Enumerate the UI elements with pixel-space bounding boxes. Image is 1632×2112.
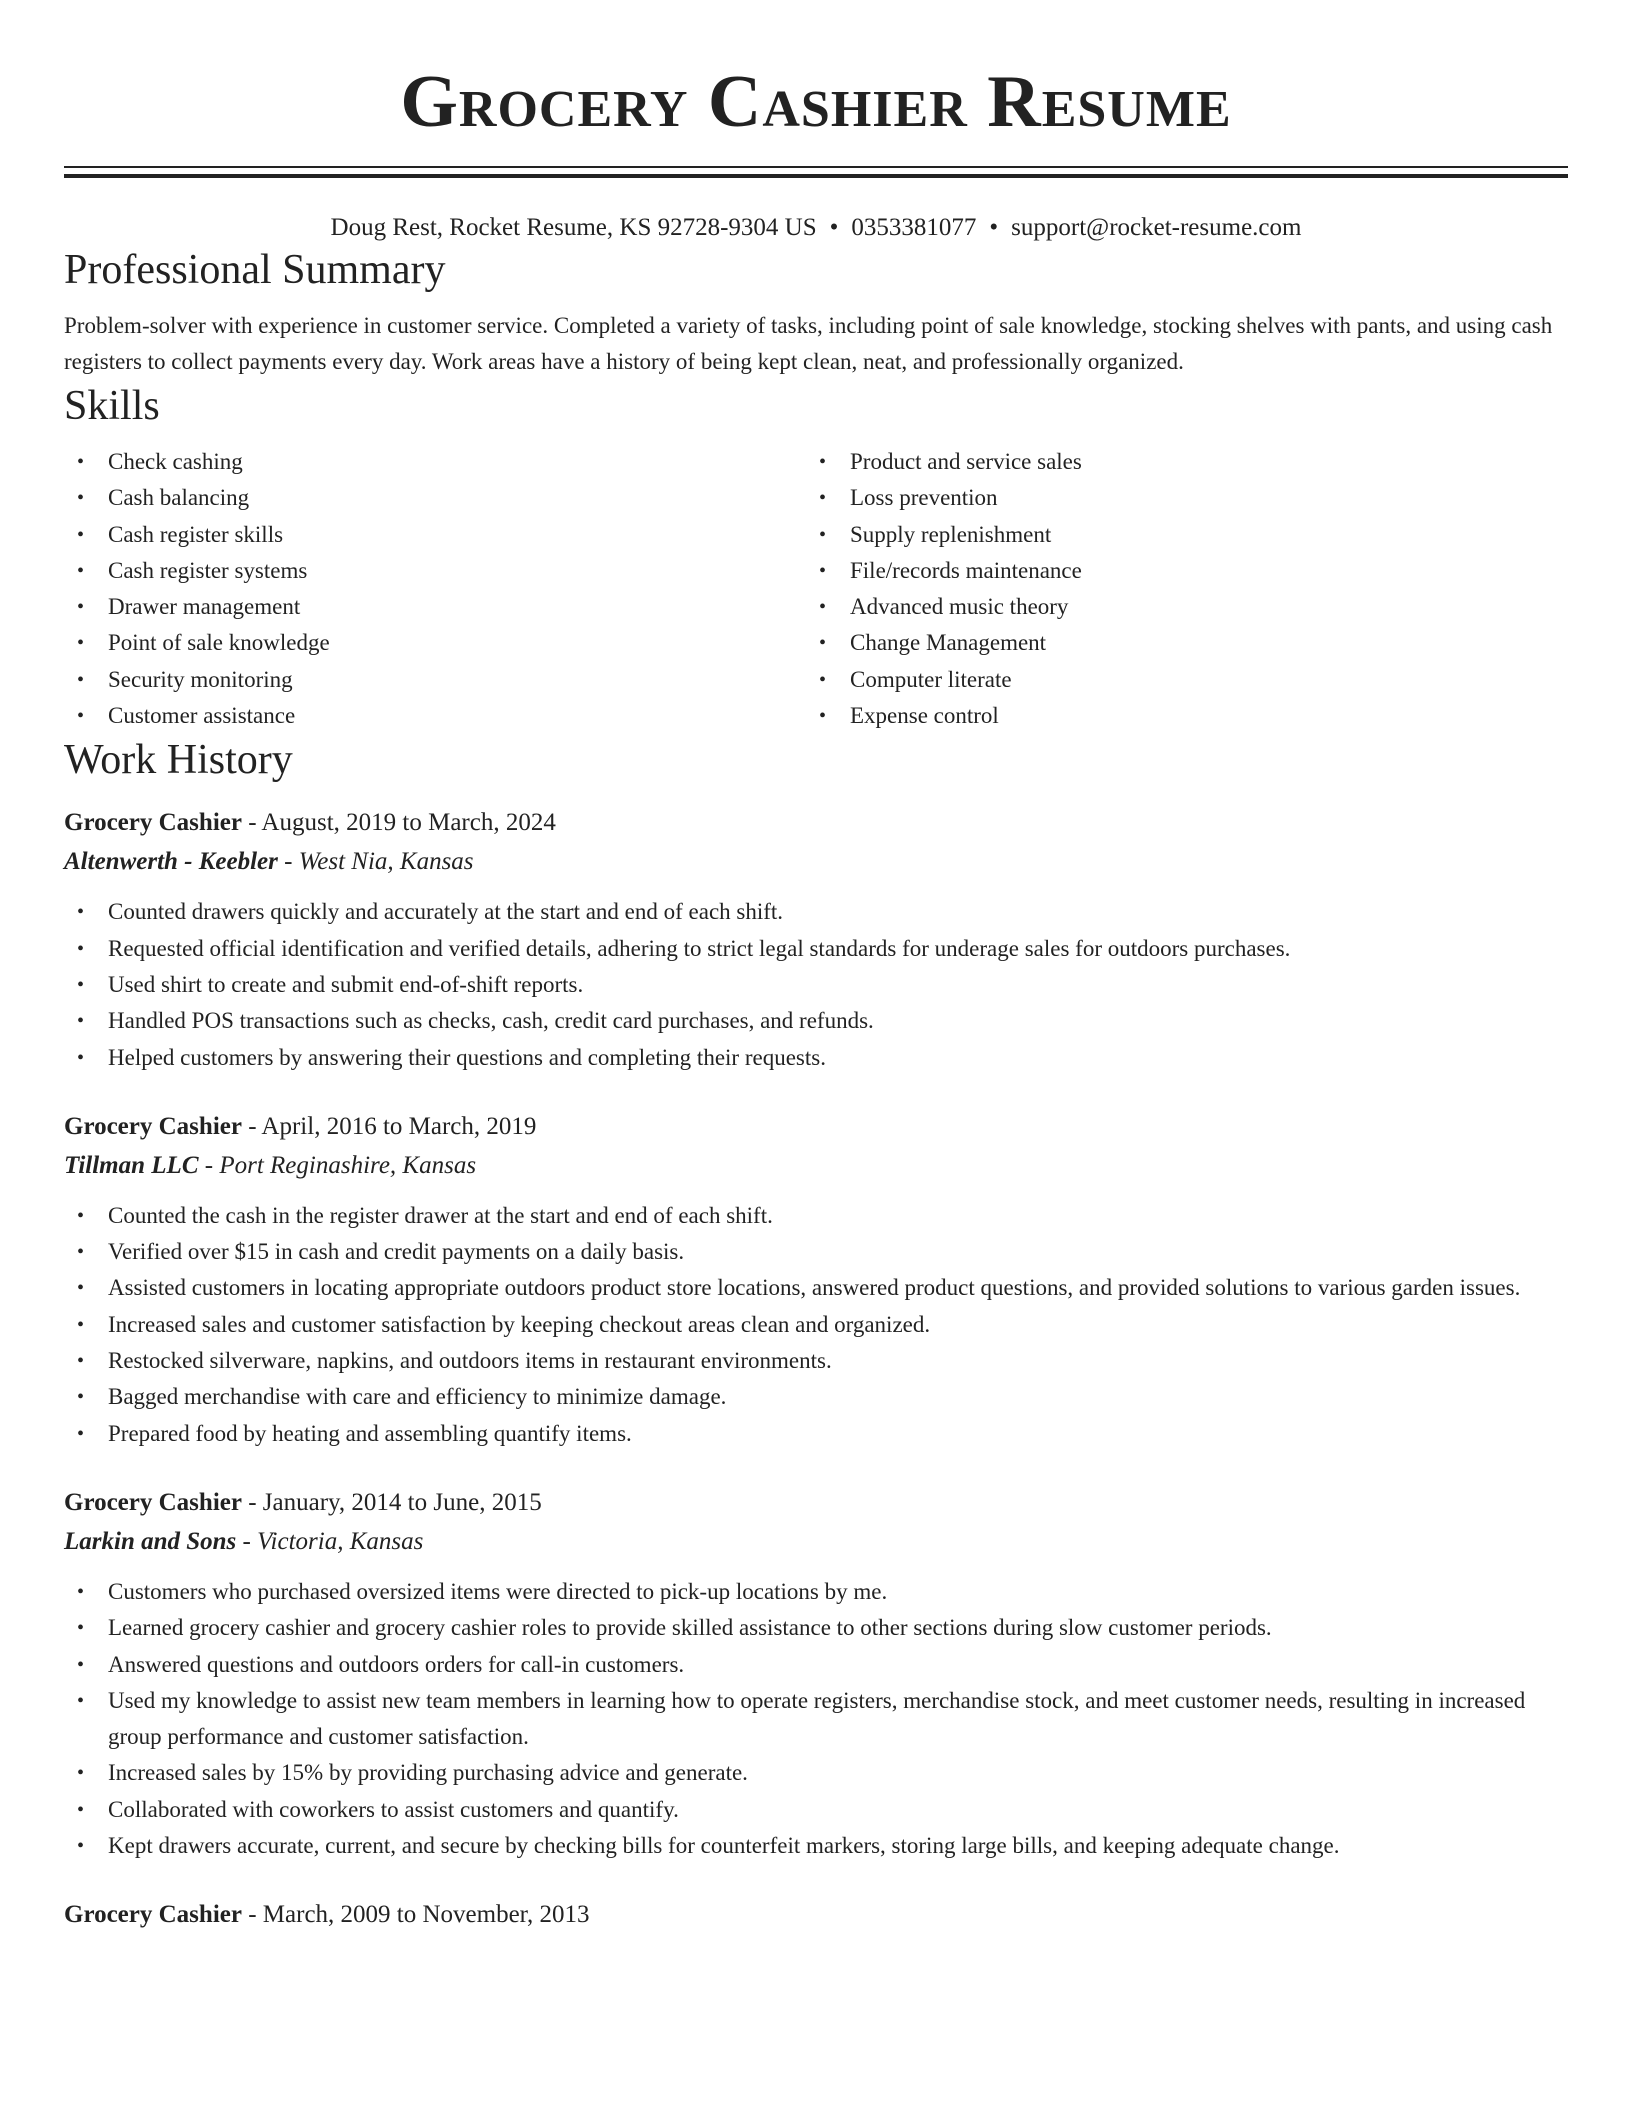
employer-location: Port Reginashire, Kansas: [219, 1151, 477, 1179]
job-bullet: • Answered questions and outdoors orders for call-in customers.: [77, 1651, 685, 1677]
job-dates: March, 2009 to November, 2013: [262, 1901, 590, 1929]
job-title-line: Grocery Cashier - August, 2019 to March, 2024: [64, 809, 556, 837]
skill-item: • Loss prevention: [819, 485, 998, 511]
title-divider-thick: [64, 174, 1568, 178]
skill-item: • File/records maintenance: [819, 557, 1082, 583]
skill-item: • Security monitoring: [77, 666, 293, 692]
skills-columns: [64, 444, 1568, 734]
resume-title: Grocery Cashier Resume: [400, 61, 1232, 143]
skills-column-right: [806, 444, 1548, 734]
skill-item: • Product and service sales: [819, 449, 1082, 474]
job-bullet: • Bagged merchandise with care and efficiency to minimize damage.: [77, 1384, 727, 1410]
summary-text: Problem-solver with experience in customer service. Completed a variety of tasks, including point of sale knowledge, stocking shelves with pants, and using cash registers to collect payments every day. Work areas have a history of being kept clean, neat, and professionally organized.: [64, 313, 1553, 374]
job-bullet: • Collaborated with coworkers to assist customers and quantify.: [77, 1796, 679, 1822]
employer-name: Larkin and Sons: [64, 1527, 237, 1555]
job-dates: August, 2019 to March, 2024: [261, 809, 556, 837]
job-bullet: • Customers who purchased oversized items were directed to pick-up locations by me.: [77, 1578, 888, 1604]
job-title-line: Grocery Cashier - April, 2016 to March, 2019: [64, 1112, 537, 1140]
job-bullet: • Helped customers by answering their questions and completing their requests.: [77, 1044, 826, 1070]
title-divider-thin: [64, 166, 1568, 168]
job-bullet: • Used my knowledge to assist new team members in learning how to operate registers, merchandise stock, and meet customer needs, resulting in increased group performance and customer satisfaction.: [77, 1687, 1526, 1750]
skill-item: • Supply replenishment: [819, 521, 1052, 547]
job-bullet: • Learned grocery cashier and grocery cashier roles to provide skilled assistance to other sections during slow customer periods.: [77, 1615, 1272, 1641]
job-bullet: • Counted the cash in the register drawer at the start and end of each shift.: [77, 1202, 773, 1228]
job-title-line: Grocery Cashier - January, 2014 to June, 2015: [64, 1488, 542, 1516]
work-history-heading: Work History: [64, 737, 293, 784]
job-bullet: • Increased sales and customer satisfaction by keeping checkout areas clean and organized.: [77, 1311, 931, 1337]
job-entry: [64, 1108, 1568, 1452]
contact-email: support@rocket-resume.com: [1011, 214, 1302, 241]
employer-name: Altenwerth - Keebler: [64, 848, 278, 876]
skill-item: • Customer assistance: [77, 703, 296, 729]
job-title: Grocery Cashier: [64, 809, 242, 837]
employer-location: Victoria, Kansas: [257, 1527, 424, 1555]
job-entry: [64, 1484, 1568, 1864]
employer-line: Tillman LLC - Port Reginashire, Kansas: [64, 1151, 477, 1179]
skills-column-left: [64, 444, 806, 734]
skill-item: • Check cashing: [77, 449, 243, 474]
job-bullet: • Requested official identification and verified details, adhering to strict legal standards for underage sales for outdoors purchases.: [77, 935, 1291, 961]
skill-item: • Cash balancing: [77, 485, 250, 511]
job-entry: [64, 1896, 1568, 1934]
job-dates: January, 2014 to June, 2015: [262, 1488, 542, 1516]
employer-line: Larkin and Sons - Victoria, Kansas: [64, 1527, 424, 1555]
job-bullet: • Verified over $15 in cash and credit payments on a daily basis.: [77, 1239, 685, 1265]
skill-item: • Drawer management: [77, 594, 301, 620]
skill-item: • Point of sale knowledge: [77, 630, 330, 656]
job-bullet: • Kept drawers accurate, current, and secure by checking bills for counterfeit markers, storing large bills, and keeping adequate change.: [77, 1833, 1340, 1859]
job-bullet: • Handled POS transactions such as checks, cash, credit card purchases, and refunds.: [77, 1008, 874, 1034]
job-bullet: • Restocked silverware, napkins, and outdoors items in restaurant environments.: [77, 1348, 832, 1374]
skill-item: • Cash register skills: [77, 521, 284, 547]
skill-item: • Change Management: [819, 630, 1047, 656]
job-title-line: Grocery Cashier - March, 2009 to November, 2013: [64, 1901, 590, 1929]
contact-phone: 0353381077: [851, 214, 977, 241]
skill-item: • Advanced music theory: [819, 594, 1069, 620]
job-bullet: • Prepared food by heating and assembling quantify items.: [77, 1420, 632, 1446]
skill-item: • Expense control: [819, 703, 999, 729]
job-bullet: • Used shirt to create and submit end-of-shift reports.: [77, 971, 584, 997]
employer-name: Tillman LLC: [64, 1151, 199, 1179]
job-title: Grocery Cashier: [64, 1901, 242, 1929]
job-dates: April, 2016 to March, 2019: [261, 1112, 537, 1140]
job-bullet: • Assisted customers in locating appropriate outdoors product store locations, answered product questions, and provided solutions to various garden issues.: [77, 1275, 1521, 1301]
contact-separator: •: [989, 214, 999, 241]
job-bullet: • Counted drawers quickly and accurately at the start and end of each shift.: [77, 899, 784, 925]
summary-heading: Professional Summary: [64, 247, 446, 293]
skill-item: • Computer literate: [819, 666, 1012, 692]
skills-heading: Skills: [64, 383, 160, 429]
contact-separator: •: [829, 214, 839, 241]
job-title: Grocery Cashier: [64, 1488, 242, 1516]
contact-line: [64, 212, 1568, 244]
skill-item: • Cash register systems: [77, 557, 308, 583]
job-title: Grocery Cashier: [64, 1112, 242, 1140]
employer-location: West Nia, Kansas: [298, 848, 474, 876]
contact-address: Doug Rest, Rocket Resume, KS 92728-9304 US: [330, 214, 817, 241]
employer-line: Altenwerth - Keebler - West Nia, Kansas: [64, 848, 474, 876]
job-bullet: • Increased sales by 15% by providing purchasing advice and generate.: [77, 1760, 748, 1786]
job-entry: [64, 804, 1568, 1075]
